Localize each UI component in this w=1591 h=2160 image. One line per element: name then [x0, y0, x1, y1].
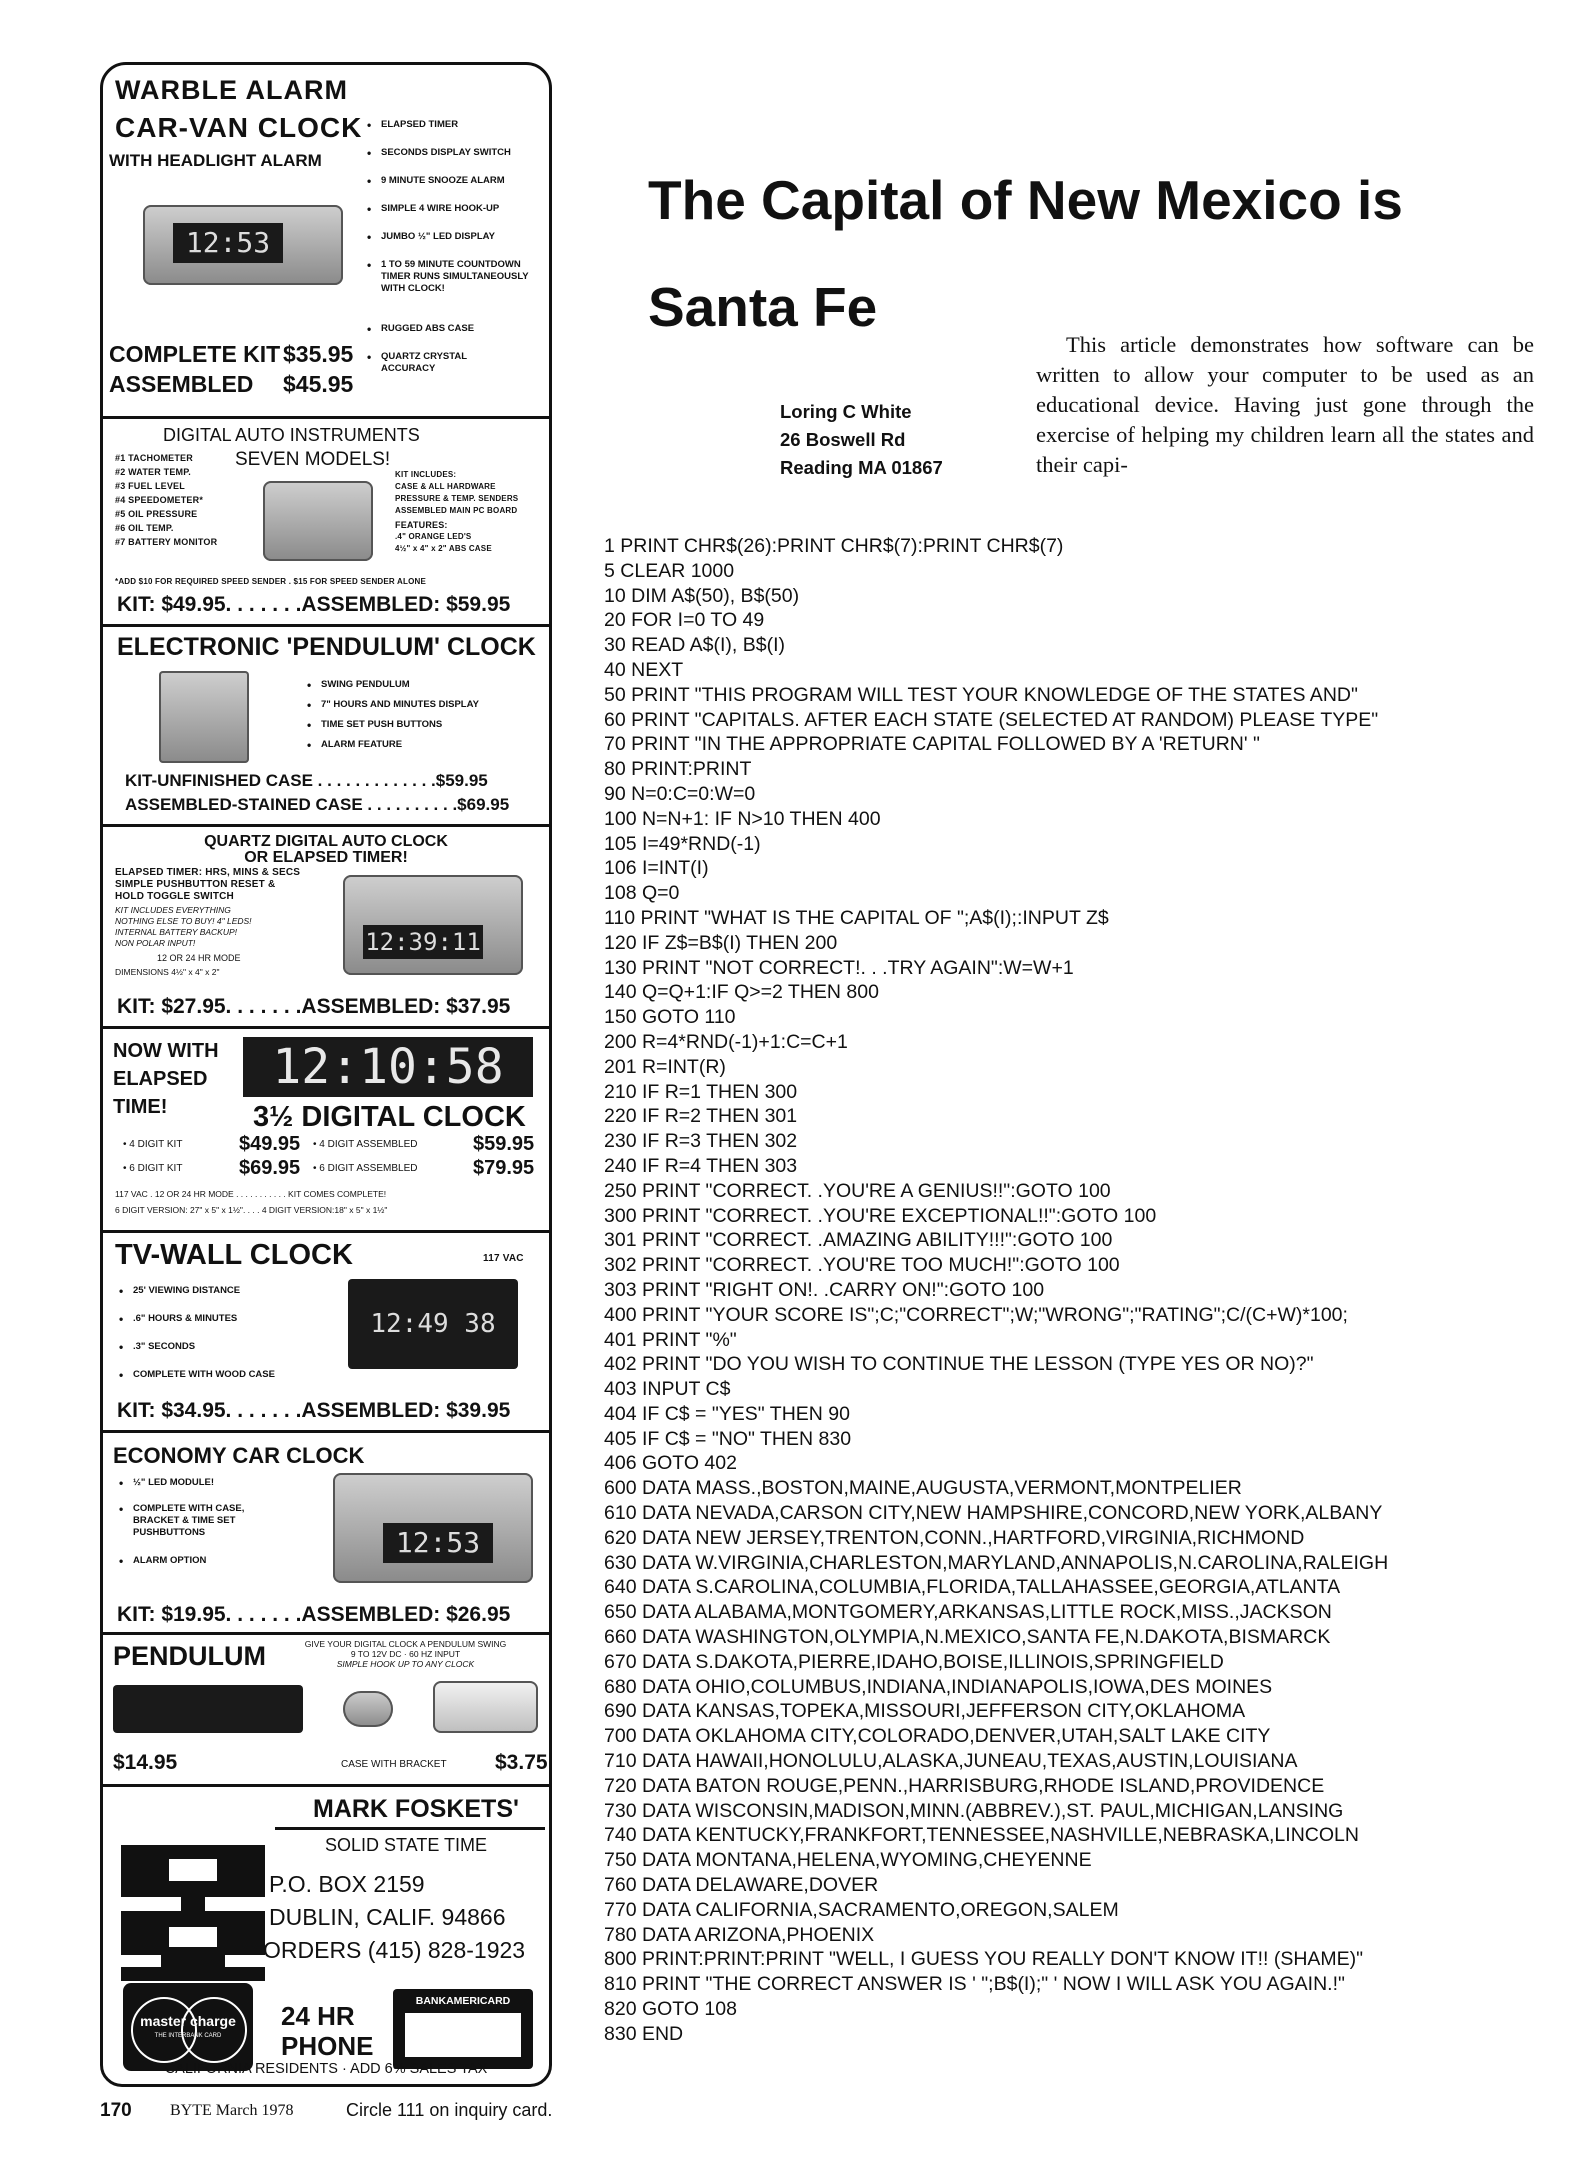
code-line: 300 PRINT "CORRECT. .YOU'RE EXCEPTIONAL!!":GOTO 100	[604, 1204, 1157, 1227]
author-name: Loring C White	[780, 401, 912, 422]
quartz-subtitle: OR ELAPSED TIMER!	[244, 849, 408, 866]
price-label-6kit: • 6 DIGIT KIT	[123, 1163, 183, 1174]
kit-include-item: PRESSURE & TEMP. SENDERS	[395, 494, 519, 503]
code-line: 680 DATA OHIO,COLUMBUS,INDIANA,INDIANAPOLIS,IOWA,DES MOINES	[604, 1675, 1273, 1698]
pendulum-desc-line: SIMPLE HOOK UP TO ANY CLOCK	[336, 1659, 475, 1669]
warble-clock-photo	[143, 205, 343, 285]
tv-wall-display: 12:49 38	[348, 1279, 518, 1369]
quartz-dims: DIMENSIONS 4½" x 4" x 2"	[115, 967, 220, 977]
quartz-italic-line: INTERNAL BATTERY BACKUP!	[115, 927, 238, 937]
digital-clock-display: 12:10:58	[243, 1037, 533, 1097]
inquiry-note: Circle 111 on inquiry card.	[346, 2100, 553, 2120]
code-line: 402 PRINT "DO YOU WISH TO CONTINUE THE LESSON (TYPE YES OR NO)?"	[604, 1353, 1314, 1376]
code-line: 800 PRINT:PRINT:PRINT "WELL, I GUESS YOU REALLY DON'T KNOW IT!! (SHAME)"	[604, 1948, 1364, 1971]
bankamericard-label: BANKAMERICARD	[415, 1995, 511, 2007]
code-line: 600 DATA MASS.,BOSTON,MAINE,AUGUSTA,VERMONT,MONTPELIER	[604, 1477, 1242, 1500]
warble-headlight: WITH HEADLIGHT ALARM	[109, 151, 322, 170]
warble-feature: • QUARTZ CRYSTAL ACCURACY	[381, 351, 501, 375]
quartz-italic	[115, 905, 252, 949]
company-tax: CALIFORNIA RESIDENTS · ADD 6% SALES TAX	[164, 2061, 488, 2077]
code-line: 108 Q=0	[604, 882, 680, 905]
code-line: 200 R=4*RND(-1)+1:C=C+1	[604, 1030, 848, 1053]
economy-price: KIT: $19.95. . . . . . .ASSEMBLED: $26.95	[117, 1603, 511, 1626]
article-title-line2: Santa Fe	[648, 276, 878, 338]
ad-economy-clock	[103, 1433, 549, 1635]
pendulum-desc-line: 9 TO 12V DC · 60 HZ INPUT	[350, 1649, 461, 1659]
instrument-item: #6 OIL TEMP.	[115, 523, 174, 533]
quartz-italic-line: NOTHING ELSE TO BUY! 4" LEDS!	[115, 916, 252, 926]
code-line: 820 GOTO 108	[604, 1998, 737, 2021]
kit-includes-label: KIT INCLUDES:	[395, 470, 457, 479]
code-line: 810 PRINT "THE CORRECT ANSWER IS ' ";B$(I);" ' NOW I WILL ASK YOU AGAIN.!"	[604, 1973, 1345, 1996]
page-number: 170	[100, 2100, 132, 2121]
tagline-line: NOW WITH	[113, 1040, 219, 1062]
tagline-line: TIME!	[113, 1096, 168, 1118]
warble-feature: • ELAPSED TIMER	[381, 119, 541, 131]
ad-pendulum-clock	[103, 627, 549, 827]
code-line: 220 IF R=2 THEN 301	[604, 1105, 798, 1128]
quartz-desc-line: SIMPLE PUSHBUTTON RESET &	[115, 879, 276, 890]
quartz-desc-line: HOLD TOGGLE SWITCH	[115, 891, 234, 902]
code-line: 730 DATA WISCONSIN,MADISON,MINN.(ABBREV.),ST. PAUL,MICHIGAN,LANSING	[604, 1799, 1344, 1822]
price-4asm: $59.95	[473, 1133, 535, 1155]
price-label-6asm: • 6 DIGIT ASSEMBLED	[313, 1163, 418, 1174]
mastercharge-circle-right	[181, 1997, 247, 2063]
author-block	[780, 398, 943, 482]
bankamericard-card	[405, 2013, 521, 2057]
instrument-item: #7 BATTERY MONITOR	[115, 537, 218, 547]
company-name: MARK FOSKETS'	[313, 1795, 519, 1823]
kit-include-item: ASSEMBLED MAIN PC BOARD	[395, 506, 518, 515]
price-6asm: $79.95	[473, 1157, 535, 1179]
article-intro: This article demonstrates how software can be written to allow your computer to be used as an educational device. Having just gone through the exercise of helping my children learn all the states and their capi-	[1036, 332, 1534, 477]
pendulum-clock-title: ELECTRONIC 'PENDULUM' CLOCK	[117, 633, 536, 661]
code-line: 70 PRINT "IN THE APPROPRIATE CAPITAL FOLLOWED BY A 'RETURN' "	[604, 733, 1260, 756]
quartz-desc	[115, 867, 300, 903]
pendulum-bracket-label: CASE WITH BRACKET	[341, 1759, 447, 1770]
company-box: P.O. BOX 2159	[269, 1871, 425, 1897]
digital-auto-includes	[395, 469, 518, 555]
warble-feature: • RUGGED ABS CASE	[381, 323, 541, 335]
pendulum-bracket-photo	[343, 1691, 393, 1727]
price-6kit: $69.95	[239, 1157, 301, 1179]
code-line: 710 DATA HAWAII,HONOLULU,ALASKA,JUNEAU,TEXAS,AUSTIN,LOUISIANA	[604, 1750, 1298, 1773]
code-line: 403 INPUT C$	[604, 1378, 731, 1401]
code-line: 5 CLEAR 1000	[604, 559, 735, 582]
company-orders: ORDERS (415) 828-1923	[263, 1937, 526, 1963]
mastercharge-sub: THE INTERBANK CARD	[154, 2033, 222, 2039]
digital-auto-models: SEVEN MODELS!	[235, 449, 391, 470]
pendulum-clock-photo	[159, 671, 249, 763]
tv-wall-vac: 117 VAC	[483, 1253, 524, 1264]
code-line: 400 PRINT "YOUR SCORE IS";C;"CORRECT";W;"WRONG";"RATING";C/(C+W)*100;	[604, 1303, 1348, 1326]
code-line: 720 DATA BATON ROUGE,PENN.,HARRISBURG,RHODE ISLAND,PROVIDENCE	[604, 1774, 1325, 1797]
pendulum-desc-line: GIVE YOUR DIGITAL CLOCK A PENDULUM SWING	[304, 1639, 507, 1649]
company-sub: SOLID STATE TIME	[325, 1835, 488, 1855]
company-rule	[275, 1827, 545, 1830]
digital-clock-line2: 6 DIGIT VERSION: 27" x 5" x 1½". . . . 4 DIGIT VERSION:18" x 5" x 1½"	[115, 1205, 388, 1215]
code-line: 630 DATA W.VIRGINIA,CHARLESTON,MARYLAND,ANNAPOLIS,N.CAROLINA,RALEIGH	[604, 1551, 1389, 1574]
instrument-item: #3 FUEL LEVEL	[115, 481, 185, 491]
digital-auto-price: KIT: $49.95. . . . . . .ASSEMBLED: $59.95	[117, 593, 511, 616]
code-line: 140 Q=Q+1:IF Q>=2 THEN 800	[604, 981, 879, 1004]
company-phone	[281, 2001, 373, 2061]
code-line: 303 PRINT "RIGHT ON!. .CARRY ON!":GOTO 100	[604, 1278, 1045, 1301]
code-line: 150 GOTO 110	[604, 1006, 736, 1029]
code-line: 620 DATA NEW JERSEY,TRENTON,CONN.,HARTFORD,VIRGINIA,RICHMOND	[604, 1526, 1305, 1549]
warble-asm-label: ASSEMBLED	[109, 371, 254, 397]
warble-feature: • SECONDS DISPLAY SWITCH	[381, 147, 541, 159]
quartz-desc-line: ELAPSED TIMER: HRS, MINS & SECS	[115, 867, 301, 878]
code-line: 301 PRINT "CORRECT. .AMAZING ABILITY!!!":GOTO 100	[604, 1229, 1113, 1252]
author-city: Reading MA 01867	[780, 457, 943, 478]
economy-title: ECONOMY CAR CLOCK	[113, 1443, 365, 1468]
code-line: 750 DATA MONTANA,HELENA,WYOMING,CHEYENNE	[604, 1849, 1092, 1872]
tv-wall-price: KIT: $34.95. . . . . . .ASSEMBLED: $39.95	[117, 1399, 511, 1422]
pendulum-clock-kit: KIT-UNFINISHED CASE . . . . . . . . . . . . .$59.95	[125, 771, 488, 790]
code-line: 660 DATA WASHINGTON,OLYMPIA,N.MEXICO,SANTA FE,N.DAKOTA,BISMARCK	[604, 1626, 1331, 1649]
warble-kit-price: $35.95	[283, 341, 354, 367]
code-line: 640 DATA S.CAROLINA,COLUMBIA,FLORIDA,TALLAHASSEE,GEORGIA,ATLANTA	[604, 1576, 1341, 1599]
feature-item: .4" ORANGE LED'S	[395, 532, 472, 541]
code-line: 610 DATA NEVADA,CARSON CITY,NEW HAMPSHIRE,CONCORD,NEW YORK,ALBANY	[604, 1502, 1383, 1525]
code-line: 405 IF C$ = "NO" THEN 830	[604, 1427, 852, 1450]
tv-wall-feature: • COMPLETE WITH WOOD CASE	[133, 1369, 275, 1381]
ad-digital-auto	[103, 419, 549, 627]
tv-wall-feature: • .6" HOURS & MINUTES	[133, 1313, 237, 1325]
code-line: 120 IF Z$=B$(I) THEN 200	[604, 931, 838, 954]
pendulum-clock-asm: ASSEMBLED-STAINED CASE . . . . . . . . . .$69.95	[125, 795, 510, 814]
code-line: 90 N=0:C=0:W=0	[604, 782, 756, 805]
digital-clock-tagline	[113, 1037, 219, 1121]
economy-display: 12:53	[383, 1523, 493, 1563]
phone-line: PHONE	[281, 2031, 374, 2061]
code-line: 110 PRINT "WHAT IS THE CAPITAL OF ";A$(I);:INPUT Z$	[604, 906, 1109, 929]
code-line: 690 DATA KANSAS,TOPEKA,MISSOURI,JEFFERSON CITY,OKLAHOMA	[604, 1700, 1246, 1723]
digital-clock-title: 3½ DIGITAL CLOCK	[253, 1101, 526, 1133]
code-line: 404 IF C$ = "YES" THEN 90	[604, 1402, 850, 1425]
price-4kit: $49.95	[239, 1133, 301, 1155]
price-label-4asm: • 4 DIGIT ASSEMBLED	[313, 1139, 418, 1150]
pendulum-title: PENDULUM	[113, 1641, 266, 1671]
kit-include-item: CASE & ALL HARDWARE	[395, 482, 496, 491]
code-line: 30 READ A$(I), B$(I)	[604, 634, 785, 657]
advertisement	[100, 62, 552, 2087]
instrument-item: #1 TACHOMETER	[115, 453, 193, 463]
article-title: The Capital of New Mexico is	[648, 169, 1403, 231]
magazine-name: BYTE March 1978	[170, 2102, 294, 2119]
phone-line: 24 HR	[281, 2001, 355, 2031]
code-line: 830 END	[604, 2022, 684, 2045]
code-line: 80 PRINT:PRINT	[604, 758, 752, 781]
code-line: 130 PRINT "NOT CORRECT!. . .TRY AGAIN":W=W+1	[604, 956, 1074, 979]
code-line: 40 NEXT	[604, 658, 684, 681]
tv-wall-feature: • .3" SECONDS	[133, 1341, 195, 1353]
code-line: 780 DATA ARIZONA,PHOENIX	[604, 1923, 875, 1946]
code-line: 240 IF R=4 THEN 303	[604, 1154, 798, 1177]
code-line: 250 PRINT "CORRECT. .YOU'RE A GENIUS!!":GOTO 100	[604, 1179, 1111, 1202]
sst-logo-icon	[121, 1837, 265, 1987]
economy-feature: • ALARM OPTION	[133, 1555, 206, 1567]
warble-kit-label: COMPLETE KIT	[109, 341, 281, 367]
code-line: 770 DATA CALIFORNIA,SACRAMENTO,OREGON,SALEM	[604, 1898, 1119, 1921]
tv-wall-feature: • 25' VIEWING DISTANCE	[133, 1285, 240, 1297]
code-line: 60 PRINT "CAPITALS. AFTER EACH STATE (SELECTED AT RANDOM) PLEASE TYPE"	[604, 708, 1379, 731]
code-line: 106 I=INT(I)	[604, 857, 709, 880]
digital-auto-title: DIGITAL AUTO INSTRUMENTS	[163, 425, 420, 445]
price-label-4kit: • 4 DIGIT KIT	[123, 1139, 183, 1150]
code-line: 210 IF R=1 THEN 300	[604, 1080, 798, 1103]
ad-digital-clock	[103, 1029, 549, 1233]
instrument-item: #4 SPEEDOMETER*	[115, 495, 204, 505]
bankamericard-logo	[393, 1989, 533, 2069]
pendulum-bracket-price: $3.75	[495, 1751, 548, 1774]
ad-quartz-clock	[103, 827, 549, 1029]
code-line: 10 DIM A$(50), B$(50)	[604, 584, 800, 607]
feature-item: 4½" x 4" x 2" ABS CASE	[395, 544, 492, 553]
pendulum-case-photo	[433, 1681, 538, 1733]
warble-feature: • 9 MINUTE SNOOZE ALARM	[381, 175, 541, 187]
pendulum-feature: • ALARM FEATURE	[321, 739, 402, 751]
quartz-price: KIT: $27.95. . . . . . .ASSEMBLED: $37.95	[117, 995, 511, 1018]
code-line: 302 PRINT "CORRECT. .YOU'RE TOO MUCH!":GOTO 100	[604, 1254, 1120, 1277]
ad-pendulum	[103, 1635, 549, 1787]
code-line: 20 FOR I=0 TO 49	[604, 609, 765, 632]
code-line: 1 PRINT CHR$(26):PRINT CHR$(7):PRINT CHR$(7)	[604, 535, 1064, 557]
code-line: 760 DATA DELAWARE,DOVER	[604, 1874, 879, 1897]
instrument-item: #5 OIL PRESSURE	[115, 509, 198, 519]
code-line: 670 DATA S.DAKOTA,PIERRE,IDAHO,BOISE,ILLINOIS,SPRINGFIELD	[604, 1650, 1224, 1673]
ad-tv-wall-clock	[103, 1233, 549, 1433]
ad-company	[103, 1787, 549, 2087]
quartz-title: QUARTZ DIGITAL AUTO CLOCK	[204, 833, 448, 850]
basic-program-listing	[604, 534, 1388, 2047]
warble-feature: • 1 TO 59 MINUTE COUNTDOWN TIMER RUNS SIMULTANEOUSLY WITH CLOCK!	[381, 259, 551, 295]
code-line: 401 PRINT "%"	[604, 1328, 737, 1351]
warble-feature: • SIMPLE 4 WIRE HOOK-UP	[381, 203, 541, 215]
pendulum-feature: • TIME SET PUSH BUTTONS	[321, 719, 442, 731]
economy-feature: • ½" LED MODULE!	[133, 1477, 214, 1489]
digital-clock-line1: 117 VAC . 12 OR 24 HR MODE . . . . . . . . . . . KIT COMES COMPLETE!	[115, 1189, 387, 1199]
pendulum-feature: • 7" HOURS AND MINUTES DISPLAY	[321, 699, 479, 711]
instrument-item: #2 WATER TEMP.	[115, 467, 191, 477]
pendulum-desc	[263, 1639, 548, 1669]
digital-auto-photo	[263, 481, 373, 561]
mastercharge-logo	[123, 1983, 253, 2071]
mastercharge-label: master charge	[140, 2013, 236, 2029]
economy-feature: • COMPLETE WITH CASE, BRACKET & TIME SET PUSHBUTTONS	[133, 1503, 283, 1539]
quartz-italic-line: NON POLAR INPUT!	[115, 938, 196, 948]
warble-subtitle: CAR-VAN CLOCK	[115, 112, 363, 143]
pendulum-price: $14.95	[113, 1751, 178, 1774]
economy-clock-photo	[333, 1473, 533, 1583]
quartz-display: 12:39:11	[363, 925, 483, 959]
features-label: FEATURES:	[395, 520, 448, 530]
code-line: 700 DATA OKLAHOMA CITY,COLORADO,DENVER,UTAH,SALT LAKE CITY	[604, 1725, 1271, 1748]
pendulum-feature: • SWING PENDULUM	[321, 679, 410, 691]
code-line: 105 I=49*RND(-1)	[604, 832, 761, 855]
pendulum-led-photo	[113, 1685, 303, 1733]
tagline-line: ELAPSED	[113, 1068, 208, 1090]
warble-asm-price: $45.95	[283, 371, 354, 397]
tv-wall-title: TV-WALL CLOCK	[115, 1239, 353, 1271]
code-line: 406 GOTO 402	[604, 1452, 737, 1475]
company-city: DUBLIN, CALIF. 94866	[269, 1904, 506, 1930]
sst-logo	[121, 1837, 265, 1987]
warble-feature: • JUMBO ½" LED DISPLAY	[381, 231, 541, 243]
code-line: 50 PRINT "THIS PROGRAM WILL TEST YOUR KNOWLEDGE OF THE STATES AND"	[604, 683, 1358, 706]
code-line: 201 R=INT(R)	[604, 1055, 726, 1078]
quartz-mode: 12 OR 24 HR MODE	[157, 953, 241, 963]
quartz-italic-line: KIT INCLUDES EVERYTHING	[115, 905, 231, 915]
author-street: 26 Boswell Rd	[780, 429, 906, 450]
warble-title: WARBLE ALARM	[115, 75, 348, 105]
ad-warble-alarm	[103, 65, 549, 419]
quartz-clock-photo	[343, 875, 523, 975]
code-line: 740 DATA KENTUCKY,FRANKFORT,TENNESSEE,NASHVILLE,NEBRASKA,LINCOLN	[604, 1824, 1359, 1847]
code-line: 100 N=N+1: IF N>10 THEN 400	[604, 807, 881, 830]
warble-display: 12:53	[173, 223, 283, 263]
code-line: 650 DATA ALABAMA,MONTGOMERY,ARKANSAS,LITTLE ROCK,MISS.,JACKSON	[604, 1601, 1332, 1624]
digital-auto-list	[115, 451, 217, 549]
digital-auto-note: *ADD $10 FOR REQUIRED SPEED SENDER . $15 FOR SPEED SENDER ALONE	[115, 577, 427, 586]
code-line: 230 IF R=3 THEN 302	[604, 1130, 798, 1153]
